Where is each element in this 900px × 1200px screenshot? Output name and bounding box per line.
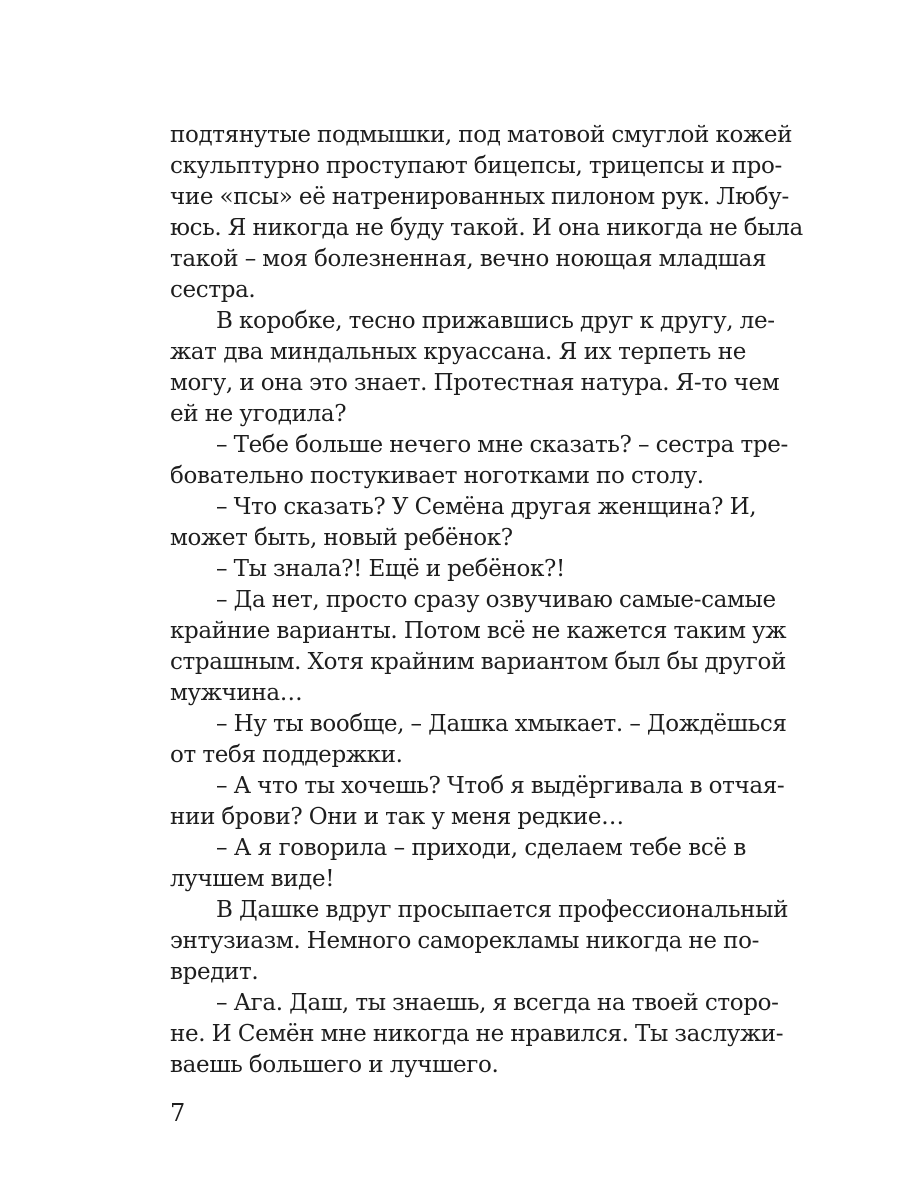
text-line: жат два миндальных круассана. Я их терпеть не — [170, 339, 746, 365]
text-line: чие «псы» её натренированных пилоном рук. Любу- — [170, 184, 789, 210]
text-line: бовательно постукивает ноготками по столу. — [170, 463, 704, 489]
paragraph — [170, 988, 784, 1081]
text-line: лучшем виде! — [170, 866, 335, 892]
text-line: – А я говорила – приходи, сделаем тебе всё в — [216, 835, 746, 861]
text-line: В Дашке вдруг просыпается профессиональный — [216, 897, 789, 923]
paragraph — [170, 306, 780, 430]
text-line: ей не угодила? — [170, 401, 347, 427]
paragraph — [170, 895, 789, 988]
text-line: от тебя поддержки. — [170, 742, 403, 768]
text-line: – Ты знала?! Ещё и ребёнок?! — [216, 556, 565, 582]
paragraph — [170, 554, 746, 585]
text-line: – Ну ты вообще, – Дашка хмыкает. – Дождёшься — [216, 711, 787, 737]
text-line: – А что ты хочешь? Чтоб я выдёргивала в отчая- — [216, 773, 785, 799]
paragraph — [170, 120, 803, 306]
text-line: подтянутые подмышки, под матовой смуглой кожей — [170, 122, 793, 148]
text-line: может быть, новый ребёнок? — [170, 525, 513, 551]
text-line: – Ага. Даш, ты знаешь, я всегда на твоей сторо- — [216, 990, 779, 1016]
paragraph — [170, 430, 788, 492]
text-line: – Что сказать? У Семёна другая женщина? И, — [216, 494, 757, 520]
text-line: – Тебе больше нечего мне сказать? – сестра тре- — [216, 432, 788, 458]
text-line: скульптурно проступают бицепсы, трицепсы и про- — [170, 153, 782, 179]
paragraph — [170, 492, 757, 554]
text-line: вредит. — [170, 959, 259, 985]
text-line: нии брови? Они и так у меня редкие… — [170, 804, 624, 830]
text-line: мужчина… — [170, 680, 303, 706]
text-line: – Да нет, просто сразу озвучиваю самые-самые — [216, 587, 776, 613]
body-text — [170, 120, 803, 1081]
text-line: сестра. — [170, 277, 256, 303]
text-line: ваешь большего и лучшего. — [170, 1052, 499, 1078]
text-line: юсь. Я никогда не буду такой. И она никогда не была — [170, 215, 803, 241]
paragraph — [170, 585, 787, 709]
paragraph — [170, 833, 746, 895]
text-line: страшным. Хотя крайним вариантом был бы другой — [170, 649, 786, 675]
paragraph — [170, 709, 787, 771]
page-number: 7 — [170, 1099, 186, 1127]
text-line: такой – моя болезненная, вечно ноющая младшая — [170, 246, 767, 272]
text-line: не. И Семён мне никогда не нравился. Ты заслужи- — [170, 1021, 784, 1047]
text-line: могу, и она это знает. Протестная натура. Я-то чем — [170, 370, 780, 396]
text-line: В коробке, тесно прижавшись друг к другу, ле- — [216, 308, 775, 334]
paragraph — [170, 771, 785, 833]
text-line: энтузиазм. Немного саморекламы никогда не по- — [170, 928, 759, 954]
text-line: крайние варианты. Потом всё не кажется таким уж — [170, 618, 787, 644]
